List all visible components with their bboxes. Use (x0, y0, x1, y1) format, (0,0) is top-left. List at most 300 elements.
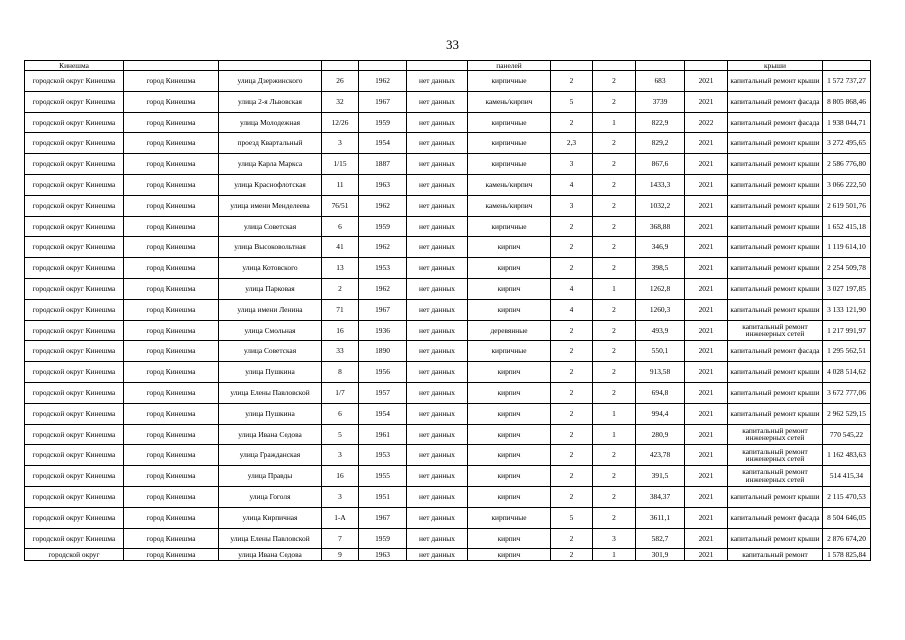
cell-repair-year: 2021 (685, 174, 728, 195)
cell-settlement: город Кинешма (124, 341, 219, 362)
cell-year-built: 1962 (359, 237, 407, 258)
cell-municipality: городской округ Кинешма (25, 424, 124, 445)
cell-area: 301,9 (636, 549, 685, 561)
cell-repair-cost: 1 652 415,18 (823, 216, 871, 237)
cell-repair-type: капитальный ремонт крыши (728, 71, 823, 92)
cell-settlement: город Кинешма (124, 258, 219, 279)
cell-area: 1262,8 (636, 278, 685, 299)
table-row (25, 91, 871, 112)
cell-street: улица Парковая (219, 278, 322, 299)
cell-repair-type: капитальный ремонт крыши (728, 299, 823, 320)
cell-repair-year: 2021 (685, 341, 728, 362)
table-row (25, 341, 871, 362)
cell-floors-count (551, 61, 593, 71)
cell-repair-year: 2021 (685, 362, 728, 383)
cell-repair-cost: 1 938 044,71 (823, 112, 871, 133)
cell-repair-type: капитальный ремонт фасада (728, 341, 823, 362)
cell-floor-type: нет данных (407, 258, 468, 279)
cell-repair-year: 2021 (685, 133, 728, 154)
cell-entrances-count: 2 (593, 195, 636, 216)
cell-municipality: городской округ Кинешма (25, 507, 124, 528)
cell-repair-type: капитальный ремонт крыши (728, 195, 823, 216)
cell-repair-cost: 3 066 222,50 (823, 174, 871, 195)
cell-repair-year: 2021 (685, 195, 728, 216)
cell-municipality: городской округ Кинешма (25, 278, 124, 299)
cell-area: 391,5 (636, 466, 685, 487)
cell-repair-type: капитальный ремонт инженерных сетей (728, 320, 823, 341)
cell-repair-year: 2021 (685, 278, 728, 299)
cell-repair-cost: 1 578 825,84 (823, 549, 871, 561)
cell-wall-material: камень/кирпич (468, 195, 551, 216)
cell-entrances-count: 3 (593, 528, 636, 549)
cell-floors-count: 2 (551, 341, 593, 362)
cell-repair-cost: 1 217 991,97 (823, 320, 871, 341)
cell-settlement: город Кинешма (124, 278, 219, 299)
cell-repair-year: 2021 (685, 154, 728, 175)
cell-repair-year: 2022 (685, 112, 728, 133)
cell-repair-cost: 2 876 674,20 (823, 528, 871, 549)
cell-floors-count: 4 (551, 299, 593, 320)
cell-house-number: 1/7 (322, 382, 359, 403)
cell-repair-year: 2021 (685, 71, 728, 92)
cell-year-built: 1936 (359, 320, 407, 341)
cell-municipality: городской округ (25, 549, 124, 561)
cell-wall-material: кирпич (468, 278, 551, 299)
table-row (25, 528, 871, 549)
cell-wall-material: кирпичные (468, 507, 551, 528)
cell-settlement: город Кинешма (124, 195, 219, 216)
cell-year-built: 1956 (359, 362, 407, 383)
cell-floor-type: нет данных (407, 71, 468, 92)
cell-floors-count: 2 (551, 216, 593, 237)
cell-entrances-count: 2 (593, 216, 636, 237)
cell-municipality: городской округ Кинешма (25, 362, 124, 383)
cell-floor-type: нет данных (407, 382, 468, 403)
cell-floor-type: нет данных (407, 320, 468, 341)
cell-entrances-count: 2 (593, 174, 636, 195)
table-row (25, 486, 871, 507)
cell-floor-type: нет данных (407, 278, 468, 299)
cell-settlement: город Кинешма (124, 424, 219, 445)
cell-floors-count: 2 (551, 258, 593, 279)
cell-repair-type: капитальный ремонт крыши (728, 403, 823, 424)
cell-wall-material: кирпич (468, 528, 551, 549)
cell-floors-count: 3 (551, 195, 593, 216)
cell-municipality: городской округ Кинешма (25, 112, 124, 133)
table-row (25, 299, 871, 320)
cell-wall-material: камень/кирпич (468, 91, 551, 112)
cell-year-built: 1967 (359, 299, 407, 320)
cell-entrances-count: 2 (593, 362, 636, 383)
cell-year-built: 1959 (359, 528, 407, 549)
cell-repair-cost (823, 61, 871, 71)
cell-floor-type (407, 61, 468, 71)
cell-wall-material: кирпичные (468, 133, 551, 154)
cell-floor-type: нет данных (407, 174, 468, 195)
cell-area: 867,6 (636, 154, 685, 175)
cell-house-number: 26 (322, 71, 359, 92)
cell-street (219, 61, 322, 71)
cell-area: 694,8 (636, 382, 685, 403)
cell-municipality: городской округ Кинешма (25, 154, 124, 175)
cell-wall-material: кирпичные (468, 216, 551, 237)
cell-wall-material: кирпич (468, 382, 551, 403)
cell-house-number: 9 (322, 549, 359, 561)
table-row (25, 154, 871, 175)
table-row (25, 258, 871, 279)
cell-entrances-count: 2 (593, 299, 636, 320)
table-row (25, 112, 871, 133)
cell-year-built: 1967 (359, 507, 407, 528)
cell-area: 346,9 (636, 237, 685, 258)
cell-repair-type: капитальный ремонт фасада (728, 112, 823, 133)
cell-street: улица Молодежная (219, 112, 322, 133)
cell-street: улица имени Ленина (219, 299, 322, 320)
cell-repair-type: капитальный ремонт фасада (728, 507, 823, 528)
cell-repair-cost: 2 962 529,15 (823, 403, 871, 424)
cell-settlement: город Кинешма (124, 466, 219, 487)
cell-repair-type: крыши (728, 61, 823, 71)
cell-municipality: городской округ Кинешма (25, 320, 124, 341)
cell-municipality: городской округ Кинешма (25, 91, 124, 112)
cell-settlement: город Кинешма (124, 112, 219, 133)
cell-house-number: 11 (322, 174, 359, 195)
cell-floors-count: 2 (551, 424, 593, 445)
cell-floor-type: нет данных (407, 299, 468, 320)
cell-settlement: город Кинешма (124, 320, 219, 341)
cell-repair-year: 2021 (685, 466, 728, 487)
cell-entrances-count: 2 (593, 71, 636, 92)
cell-street: улица Советская (219, 341, 322, 362)
cell-repair-cost: 2 586 776,80 (823, 154, 871, 175)
cell-municipality: городской округ Кинешма (25, 237, 124, 258)
cell-floor-type: нет данных (407, 133, 468, 154)
cell-wall-material: кирпич (468, 486, 551, 507)
cell-floors-count: 4 (551, 278, 593, 299)
cell-municipality: городской округ Кинешма (25, 71, 124, 92)
cell-area: 829,2 (636, 133, 685, 154)
cell-entrances-count: 2 (593, 154, 636, 175)
table-row (25, 403, 871, 424)
cell-repair-type: капитальный ремонт крыши (728, 237, 823, 258)
cell-repair-year: 2021 (685, 299, 728, 320)
cell-street: улица Елены Павловской (219, 382, 322, 403)
cell-street: улица Карла Маркса (219, 154, 322, 175)
cell-area: 550,1 (636, 341, 685, 362)
cell-floors-count: 2 (551, 237, 593, 258)
cell-floor-type: нет данных (407, 112, 468, 133)
cell-year-built: 1953 (359, 445, 407, 466)
cell-area: 398,5 (636, 258, 685, 279)
cell-entrances-count: 2 (593, 507, 636, 528)
cell-municipality: городской округ Кинешма (25, 445, 124, 466)
cell-year-built: 1887 (359, 154, 407, 175)
cell-floors-count: 2 (551, 486, 593, 507)
cell-entrances-count (593, 61, 636, 71)
cell-municipality: Кинешма (25, 61, 124, 71)
cell-repair-cost: 514 415,34 (823, 466, 871, 487)
table-row (25, 445, 871, 466)
cell-house-number: 8 (322, 362, 359, 383)
cell-area: 493,9 (636, 320, 685, 341)
cell-wall-material: кирпич (468, 424, 551, 445)
continued-row (25, 61, 871, 71)
cell-area: 280,9 (636, 424, 685, 445)
cell-wall-material: панелей (468, 61, 551, 71)
cell-house-number (322, 61, 359, 71)
cell-wall-material: кирпич (468, 258, 551, 279)
cell-wall-material: кирпич (468, 299, 551, 320)
cell-floor-type: нет данных (407, 528, 468, 549)
cell-municipality: городской округ Кинешма (25, 258, 124, 279)
cell-house-number: 2 (322, 278, 359, 299)
cell-repair-cost: 2 619 501,76 (823, 195, 871, 216)
cell-street: улица Пушкина (219, 403, 322, 424)
cell-repair-cost: 1 119 614,10 (823, 237, 871, 258)
table-row (25, 424, 871, 445)
cell-repair-cost: 1 162 483,63 (823, 445, 871, 466)
cell-entrances-count: 1 (593, 278, 636, 299)
cell-street: улица 2-я Львовская (219, 91, 322, 112)
cell-repair-type: капитальный ремонт крыши (728, 216, 823, 237)
cell-settlement: город Кинешма (124, 71, 219, 92)
cell-area: 3611,1 (636, 507, 685, 528)
cell-repair-year: 2021 (685, 382, 728, 403)
cell-floors-count: 2 (551, 445, 593, 466)
cell-repair-year: 2021 (685, 424, 728, 445)
cell-repair-cost: 2 254 509,78 (823, 258, 871, 279)
cell-settlement: город Кинешма (124, 403, 219, 424)
cell-repair-year: 2021 (685, 320, 728, 341)
cell-house-number: 3 (322, 445, 359, 466)
cell-floor-type: нет данных (407, 195, 468, 216)
cell-house-number: 3 (322, 133, 359, 154)
cell-repair-year: 2021 (685, 216, 728, 237)
cell-municipality: городской округ Кинешма (25, 382, 124, 403)
cell-repair-year: 2021 (685, 507, 728, 528)
cell-floor-type: нет данных (407, 466, 468, 487)
cell-repair-cost: 1 295 562,51 (823, 341, 871, 362)
cell-repair-year: 2021 (685, 549, 728, 561)
cell-wall-material: камень/кирпич (468, 174, 551, 195)
cell-year-built: 1957 (359, 382, 407, 403)
cell-floor-type: нет данных (407, 507, 468, 528)
table-row (25, 195, 871, 216)
cell-repair-year: 2021 (685, 445, 728, 466)
cell-year-built: 1963 (359, 174, 407, 195)
cell-year-built: 1959 (359, 112, 407, 133)
table-row (25, 174, 871, 195)
cell-entrances-count: 2 (593, 258, 636, 279)
table-row (25, 320, 871, 341)
cell-year-built: 1963 (359, 549, 407, 561)
table-row (25, 133, 871, 154)
cell-area: 1433,3 (636, 174, 685, 195)
table-row (25, 382, 871, 403)
cell-repair-year: 2021 (685, 486, 728, 507)
cell-repair-type: капитальный ремонт крыши (728, 174, 823, 195)
cell-floors-count: 2 (551, 71, 593, 92)
cell-house-number: 13 (322, 258, 359, 279)
cell-street: улица Котовского (219, 258, 322, 279)
cell-floors-count: 2 (551, 528, 593, 549)
cell-floors-count: 2 (551, 112, 593, 133)
cell-area: 3739 (636, 91, 685, 112)
cell-repair-cost: 770 545,22 (823, 424, 871, 445)
cell-area: 994,4 (636, 403, 685, 424)
cell-entrances-count: 2 (593, 320, 636, 341)
cell-house-number: 12/26 (322, 112, 359, 133)
cell-entrances-count: 2 (593, 382, 636, 403)
cell-year-built: 1954 (359, 133, 407, 154)
cell-municipality: городской округ Кинешма (25, 133, 124, 154)
table-row (25, 549, 871, 561)
cell-floors-count: 2 (551, 382, 593, 403)
cell-house-number: 76/51 (322, 195, 359, 216)
table-row (25, 237, 871, 258)
cell-house-number: 6 (322, 216, 359, 237)
cell-repair-cost: 3 672 777,06 (823, 382, 871, 403)
cell-house-number: 16 (322, 320, 359, 341)
cell-settlement: город Кинешма (124, 507, 219, 528)
cell-wall-material: кирпич (468, 466, 551, 487)
cell-floors-count: 2 (551, 466, 593, 487)
cell-repair-type: капитальный ремонт крыши (728, 258, 823, 279)
cell-municipality: городской округ Кинешма (25, 195, 124, 216)
cell-repair-type: капитальный ремонт крыши (728, 528, 823, 549)
cell-settlement: город Кинешма (124, 549, 219, 561)
cell-house-number: 16 (322, 466, 359, 487)
cell-year-built: 1961 (359, 424, 407, 445)
cell-house-number: 32 (322, 91, 359, 112)
cell-repair-type: капитальный ремонт крыши (728, 154, 823, 175)
cell-wall-material: кирпичные (468, 154, 551, 175)
cell-repair-year: 2021 (685, 258, 728, 279)
cell-floor-type: нет данных (407, 403, 468, 424)
cell-entrances-count: 1 (593, 549, 636, 561)
cell-floor-type: нет данных (407, 237, 468, 258)
cell-entrances-count: 1 (593, 403, 636, 424)
cell-repair-type: капитальный ремонт крыши (728, 362, 823, 383)
cell-municipality: городской округ Кинешма (25, 528, 124, 549)
cell-floor-type: нет данных (407, 91, 468, 112)
cell-repair-type: капитальный ремонт инженерных сетей (728, 424, 823, 445)
cell-entrances-count: 2 (593, 445, 636, 466)
cell-repair-type: капитальный ремонт фасада (728, 91, 823, 112)
page-number: 33 (446, 37, 459, 52)
cell-settlement: город Кинешма (124, 299, 219, 320)
cell-floor-type: нет данных (407, 445, 468, 466)
cell-settlement: город Кинешма (124, 91, 219, 112)
cell-entrances-count: 1 (593, 424, 636, 445)
cell-street: проезд Квартальный (219, 133, 322, 154)
cell-year-built: 1951 (359, 486, 407, 507)
cell-settlement: город Кинешма (124, 528, 219, 549)
cell-area: 368,88 (636, 216, 685, 237)
cell-wall-material: кирпичные (468, 112, 551, 133)
cell-street: улица Советская (219, 216, 322, 237)
table-row (25, 216, 871, 237)
cell-floors-count: 2 (551, 403, 593, 424)
cell-floor-type: нет данных (407, 154, 468, 175)
cell-house-number: 3 (322, 486, 359, 507)
cell-settlement: город Кинешма (124, 486, 219, 507)
cell-repair-type: капитальный ремонт крыши (728, 133, 823, 154)
cell-year-built: 1890 (359, 341, 407, 362)
cell-settlement: город Кинешма (124, 154, 219, 175)
cell-area: 423,78 (636, 445, 685, 466)
cell-wall-material: кирпич (468, 445, 551, 466)
cell-repair-cost: 3 133 121,90 (823, 299, 871, 320)
cell-settlement: город Кинешма (124, 382, 219, 403)
cell-year-built: 1962 (359, 195, 407, 216)
cell-street: улица Гражданская (219, 445, 322, 466)
cell-house-number: 6 (322, 403, 359, 424)
cell-repair-type: капитальный ремонт инженерных сетей (728, 466, 823, 487)
cell-repair-year (685, 61, 728, 71)
cell-wall-material: кирпич (468, 362, 551, 383)
cell-entrances-count: 2 (593, 466, 636, 487)
table-row (25, 466, 871, 487)
cell-repair-year: 2021 (685, 528, 728, 549)
cell-street: улица Правды (219, 466, 322, 487)
cell-floor-type: нет данных (407, 549, 468, 561)
cell-street: улица Краснофлотская (219, 174, 322, 195)
cell-entrances-count: 1 (593, 112, 636, 133)
cell-area (636, 61, 685, 71)
cell-street: улица Дзержинского (219, 71, 322, 92)
cell-street: улица Гоголя (219, 486, 322, 507)
cell-wall-material: кирпич (468, 549, 551, 561)
cell-repair-cost: 8 504 646,05 (823, 507, 871, 528)
cell-year-built: 1954 (359, 403, 407, 424)
cell-repair-type: капитальный ремонт (728, 549, 823, 561)
cell-house-number: 1/15 (322, 154, 359, 175)
cell-area: 384,37 (636, 486, 685, 507)
cell-year-built: 1962 (359, 278, 407, 299)
cell-repair-type: капитальный ремонт крыши (728, 486, 823, 507)
cell-area: 1032,2 (636, 195, 685, 216)
cell-floor-type: нет данных (407, 362, 468, 383)
cell-area: 1260,3 (636, 299, 685, 320)
cell-street: улица Кирпичная (219, 507, 322, 528)
cell-entrances-count: 2 (593, 91, 636, 112)
cell-settlement: город Кинешма (124, 133, 219, 154)
cell-municipality: городской округ Кинешма (25, 341, 124, 362)
cell-year-built: 1959 (359, 216, 407, 237)
cell-house-number: 71 (322, 299, 359, 320)
cell-repair-year: 2021 (685, 237, 728, 258)
cell-floor-type: нет данных (407, 486, 468, 507)
cell-repair-type: капитальный ремонт крыши (728, 382, 823, 403)
cell-year-built: 1955 (359, 466, 407, 487)
cell-floors-count: 3 (551, 154, 593, 175)
cell-repair-cost: 8 805 868,46 (823, 91, 871, 112)
cell-entrances-count: 2 (593, 237, 636, 258)
cell-area: 582,7 (636, 528, 685, 549)
cell-floors-count: 2 (551, 320, 593, 341)
cell-floors-count: 5 (551, 507, 593, 528)
cell-entrances-count: 2 (593, 341, 636, 362)
cell-year-built: 1967 (359, 91, 407, 112)
cell-wall-material: кирпич (468, 237, 551, 258)
cell-municipality: городской округ Кинешма (25, 466, 124, 487)
cell-repair-type: капитальный ремонт крыши (728, 278, 823, 299)
cell-wall-material: кирпич (468, 403, 551, 424)
cell-repair-cost: 3 027 197,85 (823, 278, 871, 299)
cell-house-number: 33 (322, 341, 359, 362)
cell-settlement (124, 61, 219, 71)
